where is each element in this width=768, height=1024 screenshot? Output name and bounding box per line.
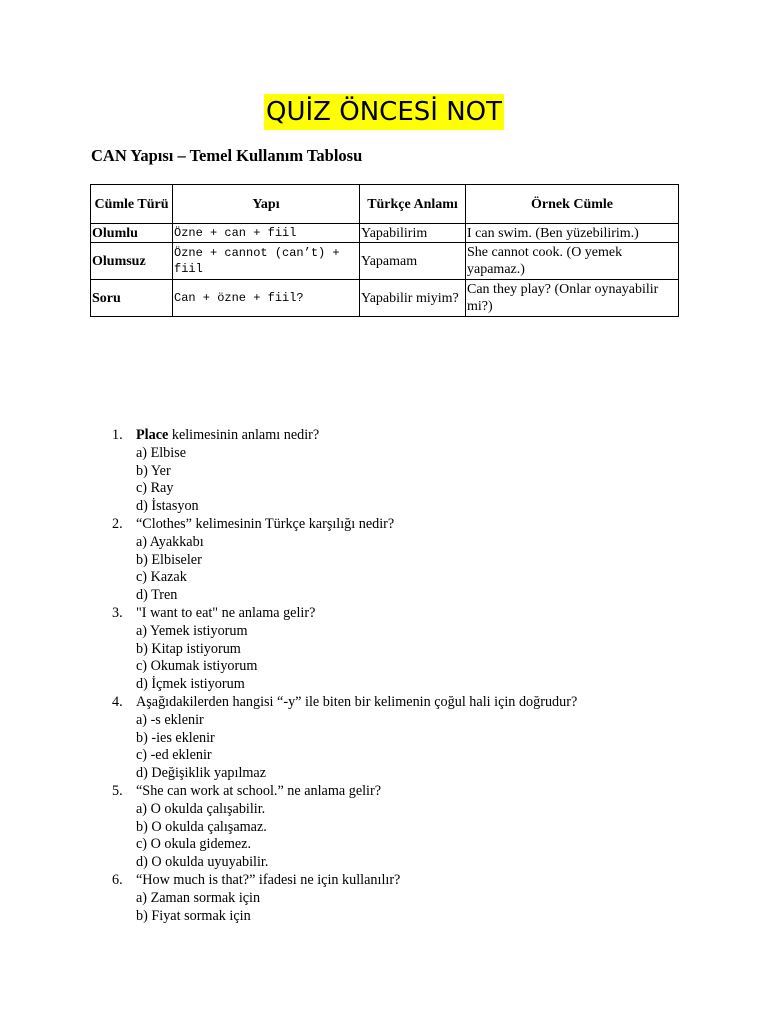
header-turkce-anlami: Türkçe Anlamı bbox=[360, 185, 466, 224]
answer-option: d) Değişiklik yapılmaz bbox=[136, 765, 267, 782]
page-title: QUİZ ÖNCESİ NOT bbox=[264, 94, 504, 130]
cell-meaning: Yapabilirim bbox=[360, 224, 466, 243]
question-number: 5. bbox=[112, 782, 123, 799]
cell-example: Can they play? (Onlar oynayabilir mi?) bbox=[466, 280, 679, 317]
section-heading: CAN Yapısı – Temel Kullanım Tablosu bbox=[91, 146, 363, 165]
answer-option: a) Elbise bbox=[136, 444, 187, 461]
can-structure-table bbox=[90, 184, 679, 317]
answer-option: b) O okulda çalışamaz. bbox=[136, 818, 267, 835]
question-number: 3. bbox=[112, 604, 123, 621]
answer-option: a) O okulda çalışabilir. bbox=[136, 800, 266, 817]
question-text: “How much is that?” ifadesi ne için kullanılır? bbox=[136, 871, 401, 888]
cell-example: She cannot cook. (O yemek yapamaz.) bbox=[466, 243, 679, 280]
answer-option: b) Yer bbox=[136, 462, 171, 479]
table-row bbox=[91, 280, 679, 317]
cell-meaning: Yapabilir miyim? bbox=[360, 280, 466, 317]
answer-option: d) İstasyon bbox=[136, 498, 199, 515]
cell-structure: Can + özne + fiil? bbox=[173, 280, 360, 317]
table-row bbox=[91, 243, 679, 280]
question-text: Aşağıdakilerden hangisi “-y” ile biten bir kelimenin çoğul hali için doğrudur? bbox=[136, 693, 578, 710]
cell-meaning: Yapamam bbox=[360, 243, 466, 280]
question-number: 1. bbox=[112, 427, 123, 443]
quiz-question-6 bbox=[112, 872, 577, 925]
quiz-list bbox=[112, 427, 577, 925]
question-text: kelimesinin anlamı nedir? bbox=[168, 427, 320, 443]
answer-option: b) Fiyat sormak için bbox=[136, 907, 251, 924]
answer-option: c) Kazak bbox=[136, 569, 187, 586]
question-text: "I want to eat" ne anlama gelir? bbox=[136, 604, 316, 621]
answer-option: b) Elbiseler bbox=[136, 551, 202, 568]
answer-option: d) İçmek istiyorum bbox=[136, 676, 245, 693]
answer-option: a) Ayakkabı bbox=[136, 533, 204, 550]
answer-option: a) Zaman sormak için bbox=[136, 889, 261, 906]
answer-option: c) Okumak istiyorum bbox=[136, 658, 258, 675]
answer-option: c) Ray bbox=[136, 480, 174, 497]
quiz-question-5 bbox=[112, 783, 577, 872]
answer-option: a) -s eklenir bbox=[136, 711, 204, 728]
answer-option: d) Tren bbox=[136, 587, 178, 604]
question-number: 6. bbox=[112, 871, 123, 888]
answer-option: b) Kitap istiyorum bbox=[136, 640, 241, 657]
answer-option: c) O okula gidemez. bbox=[136, 836, 252, 853]
question-keyword: Place bbox=[136, 427, 169, 443]
answer-option: b) -ies eklenir bbox=[136, 729, 215, 746]
table-row bbox=[91, 224, 679, 243]
question-number: 2. bbox=[112, 515, 123, 532]
answer-option: d) O okulda uyuyabilir. bbox=[136, 854, 269, 871]
cell-structure: Özne + cannot (can’t) + fiil bbox=[173, 243, 360, 280]
quiz-question-1 bbox=[112, 427, 577, 516]
header-ornek-cumle: Örnek Cümle bbox=[466, 185, 679, 224]
question-text: “Clothes” kelimesinin Türkçe karşılığı nedir? bbox=[136, 515, 395, 532]
answer-option: c) -ed eklenir bbox=[136, 747, 212, 764]
cell-example: I can swim. (Ben yüzebilirim.) bbox=[466, 224, 679, 243]
header-cumle-turu: Cümle Türü bbox=[91, 185, 173, 224]
question-stem bbox=[136, 427, 319, 443]
quiz-question-4 bbox=[112, 694, 577, 783]
question-text: “She can work at school.” ne anlama gelir? bbox=[136, 782, 382, 799]
answer-option: a) Yemek istiyorum bbox=[136, 622, 248, 639]
cell-type: Olumlu bbox=[91, 224, 173, 243]
cell-type: Olumsuz bbox=[91, 243, 173, 280]
title-container bbox=[0, 94, 768, 130]
quiz-question-2 bbox=[112, 516, 577, 605]
table-header-row bbox=[91, 185, 679, 224]
quiz-question-3 bbox=[112, 605, 577, 694]
cell-structure: Özne + can + fiil bbox=[173, 224, 360, 243]
question-number: 4. bbox=[112, 693, 123, 710]
cell-type: Soru bbox=[91, 280, 173, 317]
header-yapi: Yapı bbox=[173, 185, 360, 224]
